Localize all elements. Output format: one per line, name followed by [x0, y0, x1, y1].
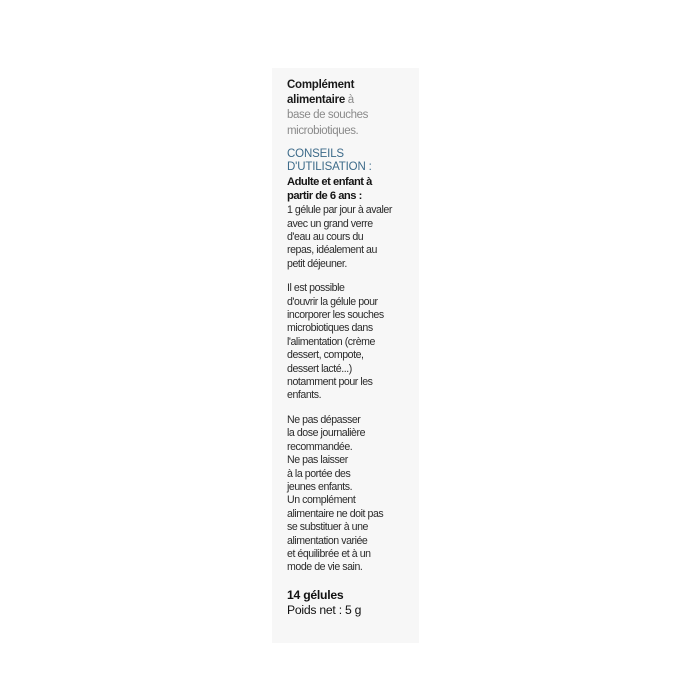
- opening-line: incorporer les souches: [287, 309, 384, 322]
- warning-line: recommandée.: [287, 440, 353, 453]
- opening-line: dessert, compote,: [287, 349, 364, 362]
- capsule-opening-instructions: [287, 282, 407, 403]
- product-lead-description: [287, 78, 407, 139]
- warning-line: Ne pas dépasser: [287, 413, 361, 426]
- capsule-count: 14 gélules: [287, 587, 344, 602]
- usage-subheading-line-1: Adulte et enfant à: [287, 176, 372, 188]
- warning-line: alimentation variée: [287, 534, 368, 547]
- net-weight: Poids net : 5 g: [287, 602, 362, 617]
- opening-line: d'ouvrir la gélule pour: [287, 295, 378, 308]
- warning-line: se substituer à une: [287, 521, 368, 534]
- dosage-line: petit déjeuner.: [287, 257, 347, 270]
- product-quantity-footer: [287, 588, 407, 618]
- opening-line: microbiotiques dans: [287, 322, 373, 335]
- lead-strong-line-1: Complément: [287, 79, 355, 91]
- usage-section: [287, 148, 407, 271]
- warning-line: jeunes enfants.: [287, 480, 353, 493]
- opening-line: notamment pour les: [287, 376, 373, 389]
- dosage-line: d'eau au cours du: [287, 231, 364, 243]
- usage-subheading: [287, 176, 407, 203]
- usage-dosage-text: [287, 204, 407, 271]
- opening-line: enfants.: [287, 389, 322, 402]
- warning-line: alimentaire ne doit pas: [287, 507, 384, 520]
- warning-line: Un complément: [287, 494, 356, 507]
- dosage-line: repas, idéalement au: [287, 244, 377, 257]
- warnings-text: [287, 414, 407, 575]
- usage-heading-line-1: CONSEILS: [287, 147, 344, 160]
- packaging-label-panel: [272, 68, 419, 643]
- dosage-line: avec un grand verre: [287, 217, 373, 230]
- warning-line: la dose journalière: [287, 427, 366, 440]
- lead-soft-line-2: microbiotiques.: [287, 124, 359, 137]
- lead-strong-line-2: alimentaire: [287, 94, 345, 107]
- warning-line: et équilibrée et à un: [287, 547, 371, 560]
- warning-line: Ne pas laisser: [287, 454, 348, 467]
- opening-line: l'alimentation (crème: [287, 335, 375, 348]
- lead-soft-line-1: base de souches: [287, 109, 368, 122]
- warning-line: à la portée des: [287, 467, 351, 480]
- opening-line: Il est possible: [287, 282, 345, 295]
- lead-soft-inline: à: [344, 94, 354, 107]
- opening-line: dessert lacté...): [287, 362, 352, 375]
- usage-heading-line-2: D'UTILISATION :: [287, 161, 372, 174]
- warning-line: mode de vie sain.: [287, 561, 363, 574]
- usage-heading: [287, 148, 407, 175]
- usage-subheading-line-2: partir de 6 ans :: [287, 189, 362, 202]
- dosage-line: 1 gélule par jour à avaler: [287, 204, 392, 217]
